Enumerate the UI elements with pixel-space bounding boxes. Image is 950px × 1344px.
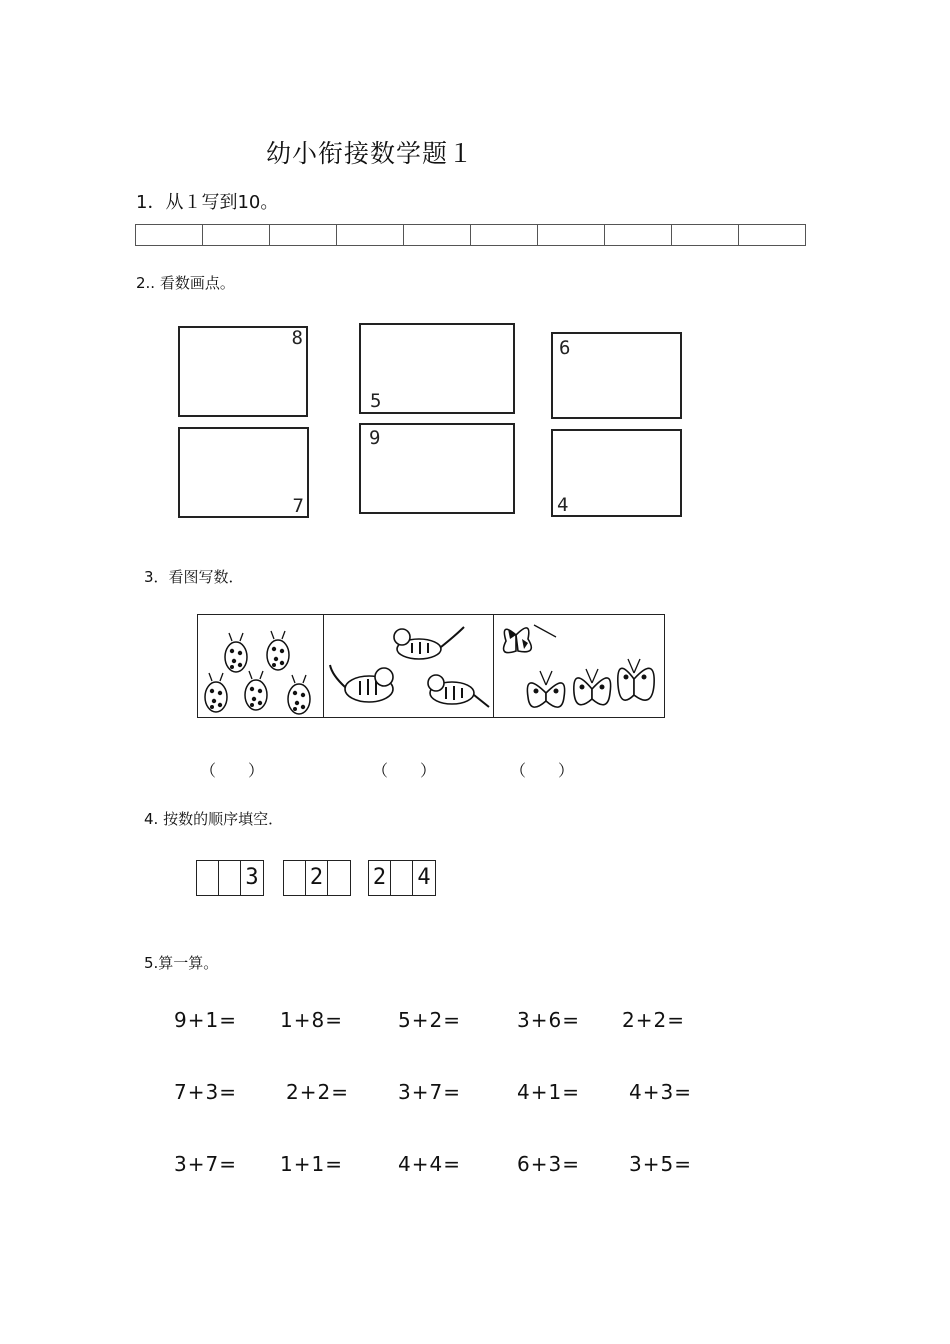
- sequence-cell: 2: [306, 861, 328, 895]
- question-1-label: 1．从１写到10。: [136, 192, 279, 213]
- equation[interactable]: 4+3=: [629, 1080, 692, 1104]
- equation[interactable]: 4+4=: [398, 1152, 461, 1176]
- equation[interactable]: 3+7=: [174, 1152, 237, 1176]
- question-2-label: 2.. 看数画点。: [136, 274, 235, 292]
- sequence-group: [283, 860, 351, 896]
- equation[interactable]: 2+2=: [622, 1008, 685, 1032]
- dot-box[interactable]: [551, 332, 682, 419]
- equation[interactable]: 2+2=: [286, 1080, 349, 1104]
- question-5-label: 5.算一算。: [144, 954, 219, 972]
- equation[interactable]: 5+2=: [398, 1008, 461, 1032]
- page-title: 幼小衔接数学题１: [266, 139, 475, 168]
- box-number: 9: [369, 427, 381, 449]
- equation[interactable]: 9+1=: [174, 1008, 237, 1032]
- butterfly-icon: [494, 615, 664, 717]
- answer-cell[interactable]: [605, 225, 672, 246]
- sequence-cell: 3: [245, 865, 259, 890]
- butterfly-panel: [494, 615, 664, 717]
- equation[interactable]: 7+3=: [174, 1080, 237, 1104]
- question-4-label: 4. 按数的顺序填空．: [144, 810, 284, 828]
- cat-icon: [324, 615, 494, 717]
- equation[interactable]: 4+1=: [517, 1080, 580, 1104]
- answer-cell[interactable]: [337, 225, 404, 246]
- answer-cell[interactable]: [672, 225, 739, 246]
- equation[interactable]: 1+8=: [280, 1008, 343, 1032]
- answer-cell[interactable]: [270, 225, 337, 246]
- dot-box[interactable]: [178, 326, 308, 417]
- answer-cell[interactable]: [538, 225, 605, 246]
- ladybug-icon: [198, 615, 324, 717]
- answer-cell[interactable]: [471, 225, 538, 246]
- cat-panel: [324, 615, 494, 717]
- dot-box[interactable]: [359, 423, 515, 514]
- equation[interactable]: 1+1=: [280, 1152, 343, 1176]
- answer-parentheses[interactable]: （ ）: [510, 761, 575, 780]
- equation[interactable]: 6+3=: [517, 1152, 580, 1176]
- sequence-cell[interactable]: [219, 861, 241, 895]
- counting-picture-strip: [197, 614, 665, 718]
- box-number: 6: [559, 337, 571, 359]
- equation[interactable]: 3+6=: [517, 1008, 580, 1032]
- box-number: 7: [292, 495, 304, 517]
- answer-cell[interactable]: [203, 225, 270, 246]
- answer-cell[interactable]: [739, 225, 806, 246]
- box-number: 4: [557, 494, 569, 516]
- dot-box[interactable]: [178, 427, 309, 518]
- sequence-cell[interactable]: [328, 861, 350, 895]
- equation[interactable]: 3+7=: [398, 1080, 461, 1104]
- dot-box[interactable]: [551, 429, 682, 517]
- equation[interactable]: 3+5=: [629, 1152, 692, 1176]
- sequence-cell: 4: [417, 865, 431, 890]
- box-number: 5: [370, 390, 382, 412]
- answer-parentheses[interactable]: （ ）: [200, 761, 265, 780]
- answer-cell[interactable]: [136, 225, 203, 246]
- sequence-cell[interactable]: [284, 861, 306, 895]
- sequence-cell: 2: [369, 861, 391, 895]
- dot-box[interactable]: [359, 323, 515, 414]
- sequence-cell[interactable]: [197, 861, 219, 895]
- sequence-group: [196, 860, 264, 896]
- write-numbers-grid: [135, 224, 806, 246]
- question-3-label: 3．看图写数．: [144, 568, 244, 586]
- answer-parentheses[interactable]: （ ）: [372, 761, 437, 780]
- ladybug-panel: [198, 615, 324, 717]
- sequence-group: [368, 860, 436, 896]
- sequence-cell[interactable]: [391, 861, 413, 895]
- box-number: 8: [291, 327, 303, 349]
- answer-cell[interactable]: [404, 225, 471, 246]
